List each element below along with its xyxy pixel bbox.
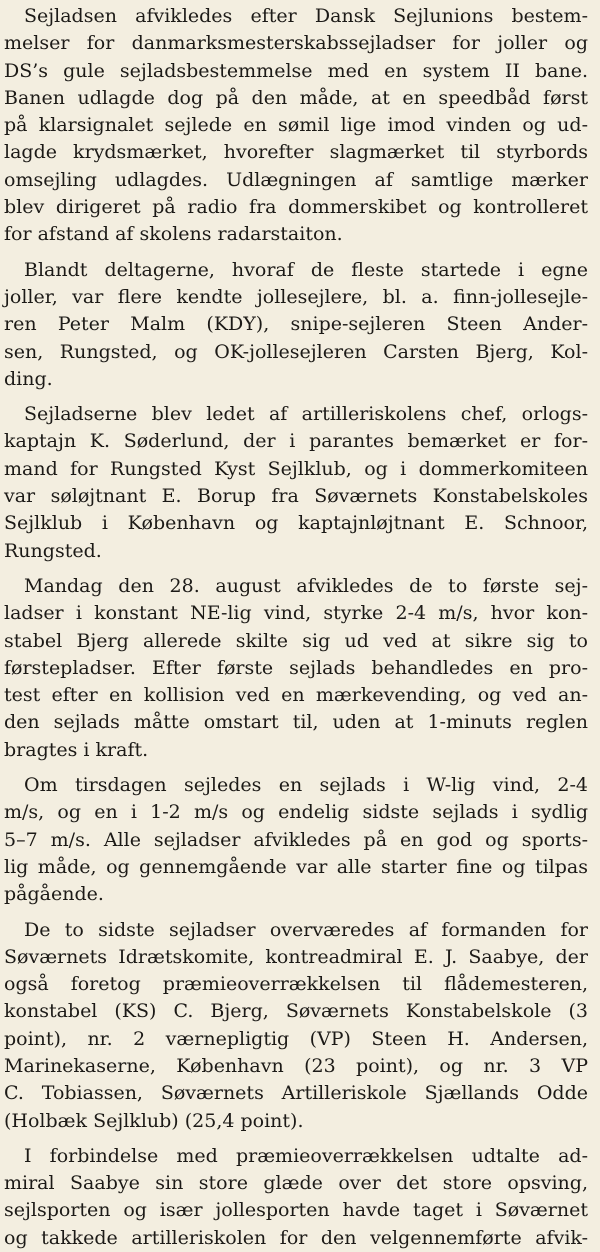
text-line: Sejladserne blev ledet af artilleriskolens chef, orlogs- [24, 403, 588, 426]
text-line: C. Tobiassen, Søværnets Artilleriskole Sjællands Odde [4, 1082, 588, 1105]
text-line: sejlsporten og især jollesporten havde taget i Søværnet [4, 1199, 588, 1222]
text-line: joller, var flere kendte jollesejlere, bl. a. finn-jollesejle- [4, 285, 588, 308]
text-line: melser for danmarksmesterskabssejladser for joller og [4, 32, 588, 55]
text-line: omsejling udlagdes. Udlægningen af samtlige mærker [4, 168, 588, 191]
text-line: lagde krydsmærket, hvorefter slagmærket til styrbords [4, 141, 588, 164]
text-line: for afstand af skolens radarstaiton. [4, 223, 343, 246]
paragraph-monday-races [4, 573, 588, 764]
text-line: Sejladsen afvikledes efter Dansk Sejlunions bestem- [24, 5, 588, 27]
text-line: blev dirigeret på radio fra dommerskibet og kontrolleret [4, 196, 588, 219]
text-line: 5–7 m/s. Alle sejladser afvikledes på en god og sports- [4, 828, 588, 851]
text-line: var søløjtnant E. Borup fra Søværnets Konstabelskoles [4, 485, 588, 508]
text-line: stabel Bjerg allerede skilte sig ud ved at sikre sig to [4, 629, 588, 652]
text-line: på klarsignalet sejlede en sømil lige imod vinden og ud- [4, 114, 588, 137]
text-line: konstabel (KS) C. Bjerg, Søværnets Konstabelskole (3 [4, 1000, 588, 1023]
text-line: sen, Rungsted, og OK-jollesejleren Carsten Bjerg, Kol- [4, 340, 588, 363]
paragraph-tuesday-races [4, 772, 588, 908]
text-line: miral Saabye sin store glæde over det store opsving, [4, 1172, 588, 1195]
text-line: ladser i konstant NE-lig vind, styrke 2-4 m/s, hvor kon- [4, 602, 588, 625]
text-line: Sejlklub i København og kaptajnløjtnant E. Schnoor, [4, 512, 588, 535]
text-line: Søværnets Idrætskomite, kontreadmiral E. J. Saabye, der [4, 945, 588, 968]
text-line: den sejlads måtte omstart til, uden at 1-minuts reglen [4, 711, 588, 734]
text-line: De to sidste sejladser overværedes af formanden for [24, 918, 588, 941]
text-line: Banen udlagde dog på den måde, at en speedbåd først [4, 86, 588, 109]
text-line: Blandt deltagerne, hvoraf de fleste startede i egne [24, 258, 588, 281]
text-line: ding. [4, 367, 53, 390]
text-line: test efter en kollision ved en mærkevending, og ved an- [4, 684, 588, 707]
text-line: Mandag den 28. august afvikledes de to første sej- [24, 574, 588, 597]
paragraph-admiral-remarks [4, 1143, 588, 1252]
text-line: pågående. [4, 883, 104, 906]
text-line: I forbindelse med præmieoverrækkelsen udtalte ad- [24, 1144, 588, 1167]
paragraph-participants [4, 257, 588, 393]
text-line: Om tirsdagen sejledes en sejlads i W-lig vind, 2-4 [24, 774, 588, 797]
text-line: mand for Rungsted Kyst Sejlklub, og i dommerkomiteen [4, 457, 588, 480]
text-line: førstepladser. Efter første sejlads behandledes en pro- [4, 656, 588, 679]
text-line: også foretog præmieoverrækkelsen til flådemesteren, [4, 973, 588, 996]
text-line: DS’s gule sejladsbestemmelse med en system II bane. [4, 59, 588, 82]
paragraph-prize-results [4, 917, 588, 1135]
text-line: lig måde, og gennemgående var alle starter fine og tilpas [4, 855, 588, 878]
text-line: (Holbæk Sejlklub) (25,4 point). [4, 1109, 304, 1132]
text-line: kaptajn K. Søderlund, der i parantes bemærket er for- [4, 430, 588, 453]
paragraph-race-officials [4, 401, 588, 565]
text-line: ren Peter Malm (KDY), snipe-sejleren Steen Ander- [4, 313, 588, 336]
text-line: point), nr. 2 værnepligtig (VP) Steen H. Andersen, [4, 1027, 588, 1050]
text-line: og takkede artilleriskolen for den velgennemførte afvik- [4, 1226, 588, 1249]
text-line: bragtes i kraft. [4, 738, 149, 761]
paragraph-race-rules [4, 3, 588, 249]
text-line: Rungsted. [4, 539, 102, 562]
text-line: m/s, og en i 1-2 m/s og endelig sidste sejlads i sydlig [4, 801, 588, 824]
text-line: Marinekaserne, København (23 point), og nr. 3 VP [4, 1054, 588, 1077]
